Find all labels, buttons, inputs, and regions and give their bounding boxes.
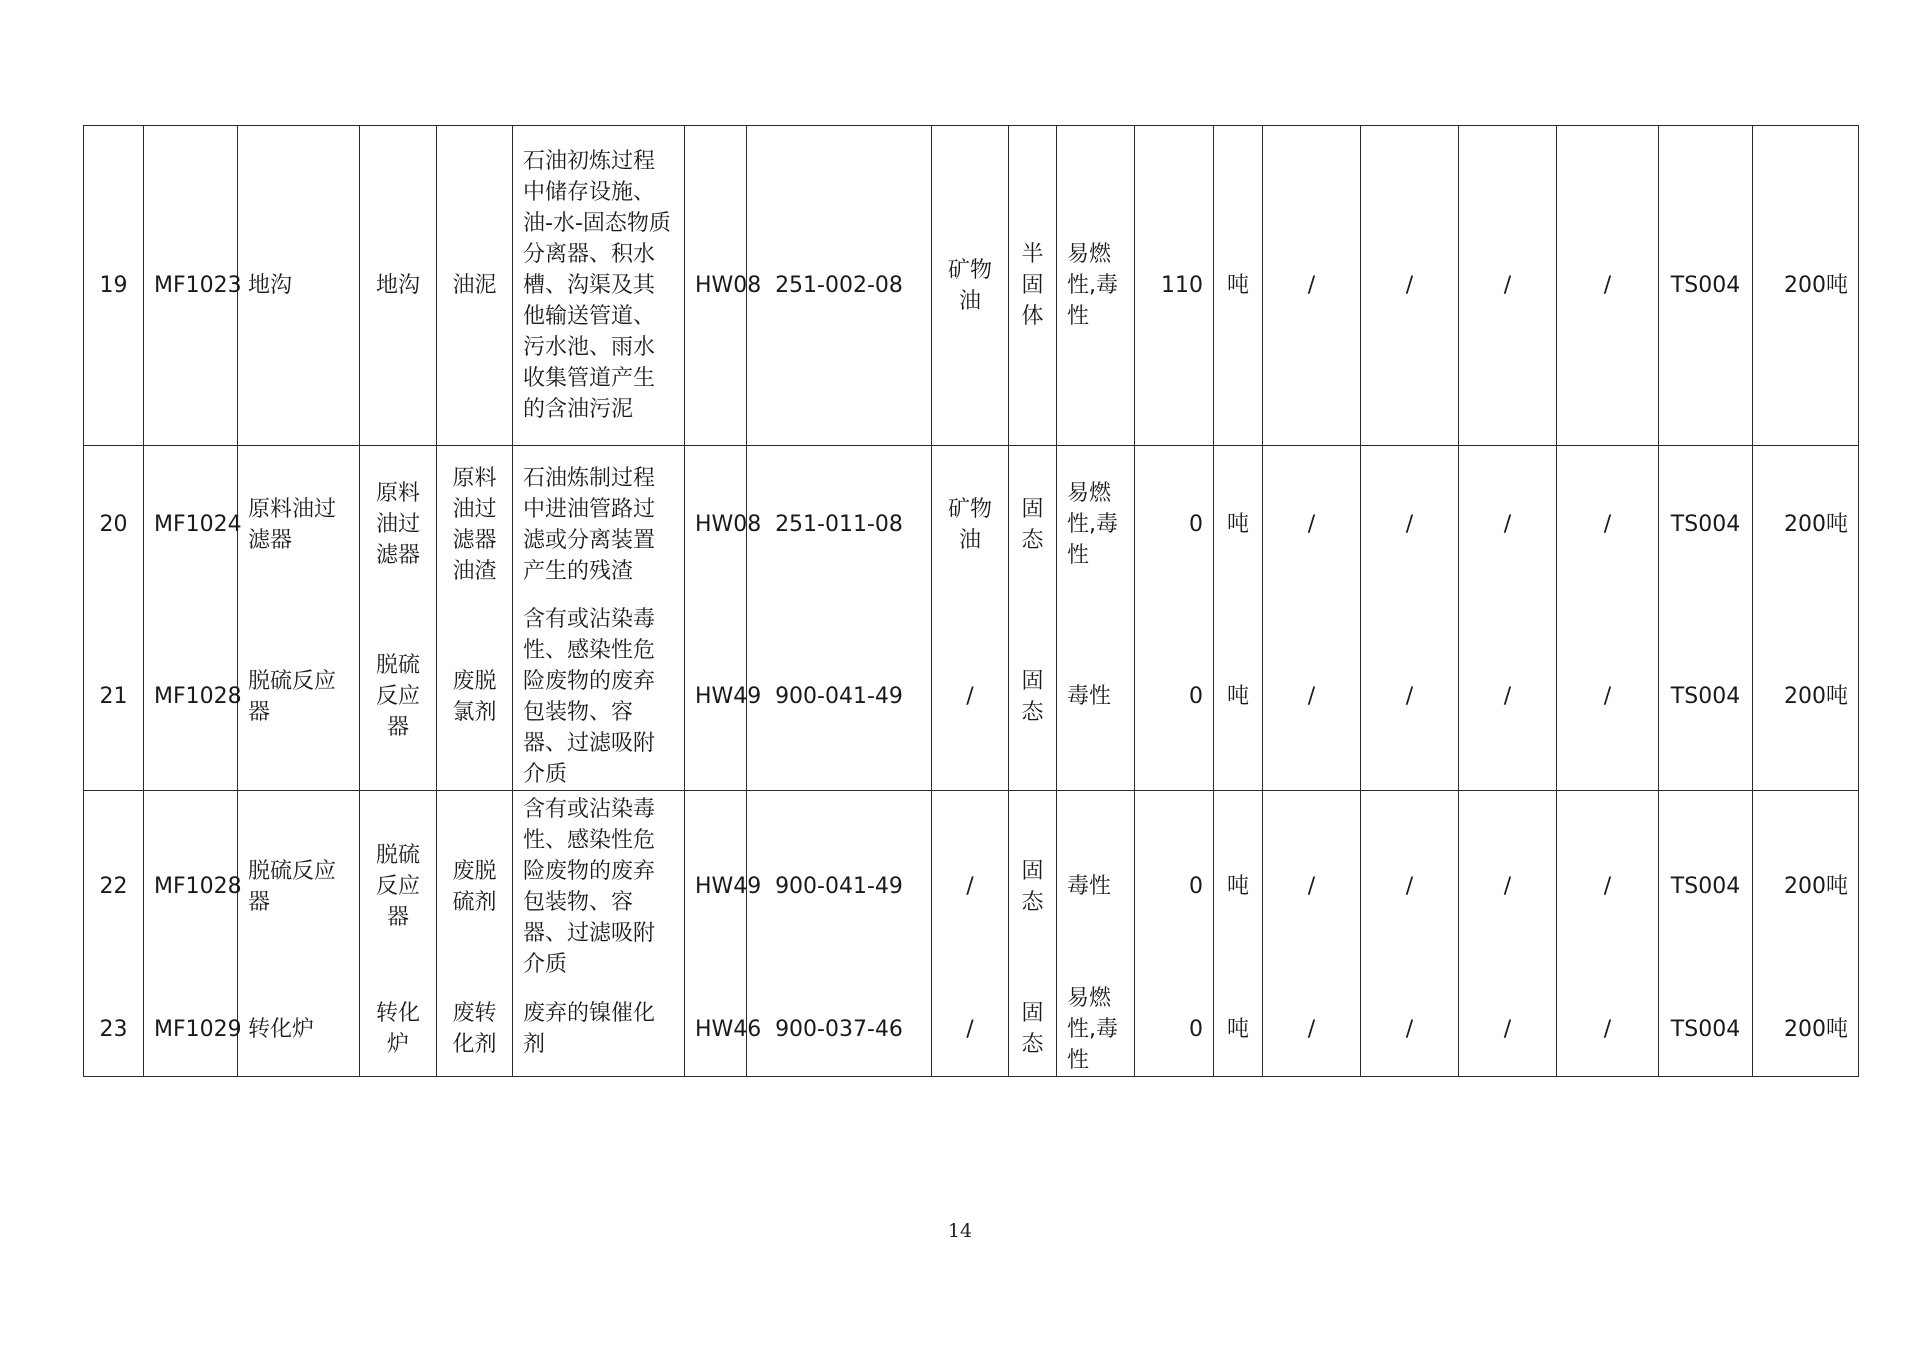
waste-name: 油泥 xyxy=(437,126,513,446)
capacity: 200吨 xyxy=(1753,604,1859,791)
table-row xyxy=(84,126,1859,446)
empty-cell: / xyxy=(1263,604,1361,791)
facility-code: TS004 xyxy=(1659,983,1753,1077)
waste-category: HW49 xyxy=(685,791,747,983)
waste-code-id: MF1028 xyxy=(144,604,238,791)
facility-code: TS004 xyxy=(1659,446,1753,604)
facility-code: TS004 xyxy=(1659,791,1753,983)
row-number: 23 xyxy=(84,983,144,1077)
empty-cell: / xyxy=(1459,446,1557,604)
facility-code: TS004 xyxy=(1659,126,1753,446)
facility-code: TS004 xyxy=(1659,604,1753,791)
facility-name: 转化炉 xyxy=(360,983,437,1077)
quantity: 0 xyxy=(1135,446,1214,604)
quantity: 0 xyxy=(1135,791,1214,983)
page-number: 14 xyxy=(947,1220,973,1242)
waste-name: 废转化剂 xyxy=(437,983,513,1077)
source-unit: 原料油过滤器 xyxy=(238,446,360,604)
row-number: 21 xyxy=(84,604,144,791)
main-component: 矿物油 xyxy=(932,126,1009,446)
hazard-property: 易燃性,毒性 xyxy=(1057,983,1135,1077)
source-unit: 脱硫反应器 xyxy=(238,604,360,791)
waste-category: HW49 xyxy=(685,604,747,791)
main-component: / xyxy=(932,791,1009,983)
source-unit: 地沟 xyxy=(238,126,360,446)
waste-name: 废脱硫剂 xyxy=(437,791,513,983)
empty-cell: / xyxy=(1459,983,1557,1077)
waste-code: 900-041-49 xyxy=(747,604,932,791)
facility-name: 原料油过滤器 xyxy=(360,446,437,604)
waste-category: HW08 xyxy=(685,446,747,604)
empty-cell: / xyxy=(1361,791,1459,983)
waste-category: HW08 xyxy=(685,126,747,446)
waste-code-id: MF1029 xyxy=(144,983,238,1077)
empty-cell: / xyxy=(1557,446,1659,604)
waste-description: 石油炼制过程中进油管路过滤或分离装置产生的残渣 xyxy=(513,446,685,604)
waste-code: 900-037-46 xyxy=(747,983,932,1077)
capacity: 200吨 xyxy=(1753,983,1859,1077)
facility-name: 地沟 xyxy=(360,126,437,446)
waste-description: 废弃的镍催化剂 xyxy=(513,983,685,1077)
quantity: 0 xyxy=(1135,983,1214,1077)
quantity: 110 xyxy=(1135,126,1214,446)
waste-description: 含有或沾染毒性、感染性危险废物的废弃包装物、容器、过滤吸附介质 xyxy=(513,791,685,983)
main-component: / xyxy=(932,604,1009,791)
waste-code: 251-011-08 xyxy=(747,446,932,604)
capacity: 200吨 xyxy=(1753,446,1859,604)
empty-cell: / xyxy=(1361,446,1459,604)
empty-cell: / xyxy=(1557,983,1659,1077)
quantity: 0 xyxy=(1135,604,1214,791)
table-row xyxy=(84,446,1859,604)
facility-name: 脱硫反应器 xyxy=(360,604,437,791)
physical-form: 固态 xyxy=(1009,791,1057,983)
unit: 吨 xyxy=(1214,126,1263,446)
empty-cell: / xyxy=(1361,604,1459,791)
capacity: 200吨 xyxy=(1753,791,1859,983)
waste-table xyxy=(83,125,1859,1077)
waste-code: 900-041-49 xyxy=(747,791,932,983)
unit: 吨 xyxy=(1214,446,1263,604)
empty-cell: / xyxy=(1263,446,1361,604)
empty-cell: / xyxy=(1459,126,1557,446)
waste-name: 原料油过滤器油渣 xyxy=(437,446,513,604)
empty-cell: / xyxy=(1557,604,1659,791)
hazard-property: 毒性 xyxy=(1057,791,1135,983)
physical-form: 半固体 xyxy=(1009,126,1057,446)
waste-name: 废脱氯剂 xyxy=(437,604,513,791)
empty-cell: / xyxy=(1263,791,1361,983)
physical-form: 固态 xyxy=(1009,446,1057,604)
unit: 吨 xyxy=(1214,983,1263,1077)
empty-cell: / xyxy=(1459,791,1557,983)
source-unit: 脱硫反应器 xyxy=(238,791,360,983)
waste-category: HW46 xyxy=(685,983,747,1077)
empty-cell: / xyxy=(1361,126,1459,446)
waste-description: 含有或沾染毒性、感染性危险废物的废弃包装物、容器、过滤吸附介质 xyxy=(513,604,685,791)
waste-code-id: MF1023 xyxy=(144,126,238,446)
waste-code-id: MF1024 xyxy=(144,446,238,604)
physical-form: 固态 xyxy=(1009,604,1057,791)
hazard-property: 易燃性,毒性 xyxy=(1057,126,1135,446)
facility-name: 脱硫反应器 xyxy=(360,791,437,983)
table-row xyxy=(84,604,1859,791)
row-number: 19 xyxy=(84,126,144,446)
table-row xyxy=(84,983,1859,1077)
main-component: 矿物油 xyxy=(932,446,1009,604)
unit: 吨 xyxy=(1214,604,1263,791)
hazard-property: 易燃性,毒性 xyxy=(1057,446,1135,604)
row-number: 22 xyxy=(84,791,144,983)
waste-code-id: MF1028 xyxy=(144,791,238,983)
physical-form: 固态 xyxy=(1009,983,1057,1077)
waste-description: 石油初炼过程中储存设施、油-水-固态物质分离器、积水槽、沟渠及其他输送管道、污水池、雨水收集管道产生的含油污泥 xyxy=(513,126,685,446)
unit: 吨 xyxy=(1214,791,1263,983)
table-row xyxy=(84,791,1859,983)
empty-cell: / xyxy=(1459,604,1557,791)
hazard-property: 毒性 xyxy=(1057,604,1135,791)
empty-cell: / xyxy=(1263,983,1361,1077)
empty-cell: / xyxy=(1557,126,1659,446)
waste-code: 251-002-08 xyxy=(747,126,932,446)
empty-cell: / xyxy=(1361,983,1459,1077)
empty-cell: / xyxy=(1263,126,1361,446)
capacity: 200吨 xyxy=(1753,126,1859,446)
main-component: / xyxy=(932,983,1009,1077)
empty-cell: / xyxy=(1557,791,1659,983)
source-unit: 转化炉 xyxy=(238,983,360,1077)
row-number: 20 xyxy=(84,446,144,604)
